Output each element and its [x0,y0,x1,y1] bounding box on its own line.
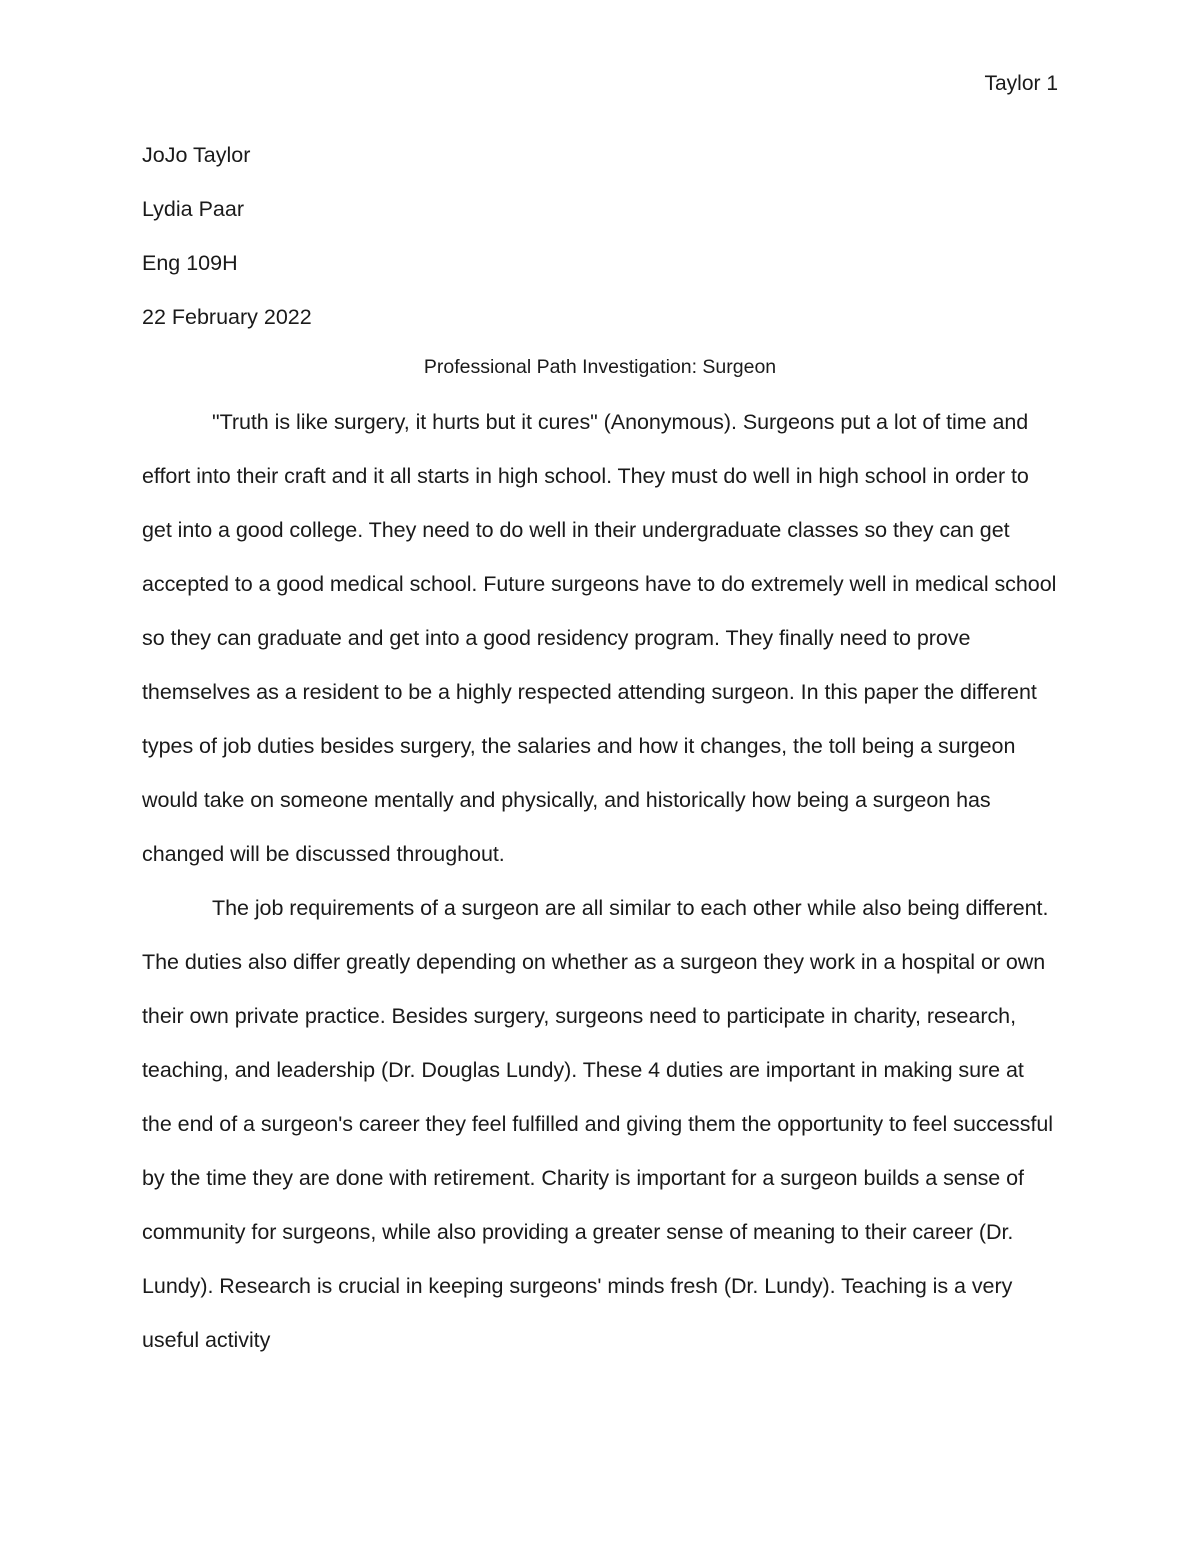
document-body [142,141,1058,1367]
document-date: 22 February 2022 [142,305,312,329]
course-name: Eng 109H [142,251,238,275]
document-title: Professional Path Investigation: Surgeon [423,356,777,378]
instructor-name: Lydia Paar [142,197,244,221]
paragraph-introduction: "Truth is like surgery, it hurts but it cures" (Anonymous). Surgeons put a lot of time and effort into their craft and it all starts in high school. They must do well in high school in order to get into a good college. They need to do well in their undergraduate classes so they can get accepted to a good medical school. Future surgeons have to do extremely well in medical school so they can graduate and get into a good residency program. They finally need to prove themselves as a resident to be a highly respected attending surgeon. In this paper the different types of job duties besides surgery, the salaries and how it changes, the toll being a surgeon would take on someone mentally and physically, and historically how being a surgeon has changed will be discussed throughout. [142,410,1057,866]
student-name: JoJo Taylor [142,143,251,167]
paragraph-job-requirements: The job requirements of a surgeon are all similar to each other while also being different. The duties also differ greatly depending on whether as a surgeon they work in a hospital or own their own private practice. Besides surgery, surgeons need to participate in charity, research, teaching, and leadership (Dr. Douglas Lundy). These 4 duties are important in making sure at the end of a surgeon's career they feel fulfilled and giving them the opportunity to feel successful by the time they are done with retirement. Charity is important for a surgeon builds a sense of community for surgeons, while also providing a greater sense of meaning to their career (Dr. Lundy). Research is crucial in keeping surgeons' minds fresh (Dr. Lundy). Teaching is a very useful activity [142,896,1054,1352]
mla-heading [142,141,1058,357]
running-head: Taylor 1 [984,72,1058,95]
